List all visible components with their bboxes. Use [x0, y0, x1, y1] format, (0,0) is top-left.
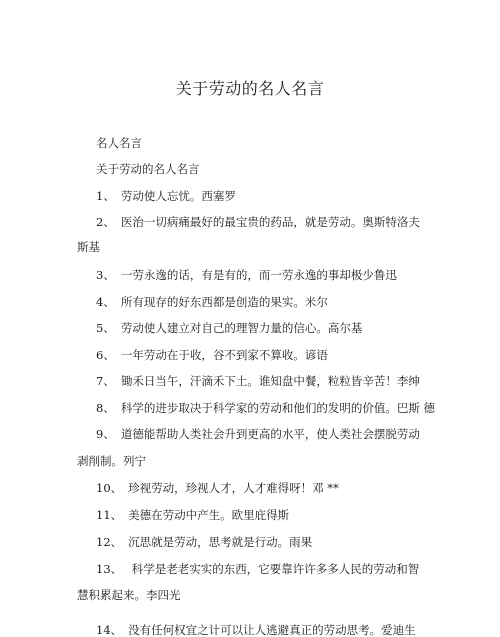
quote-item-11: [96, 508, 289, 522]
item-number: 10、: [96, 481, 123, 495]
quote-item-3: [96, 268, 397, 282]
subsection-heading: 关于劳动的名人名言: [96, 162, 200, 176]
item-number: 5、: [96, 321, 115, 335]
section-heading: 名人名言: [96, 136, 142, 150]
item-text: 一劳永逸的话，有是有的，而一劳永逸的事却极少鲁迅: [120, 268, 397, 282]
item-text: 锄禾日当午，汗滴禾下土。谁知盘中餐，粒粒皆辛苦！李绅: [120, 374, 420, 388]
quote-item-1: [96, 189, 236, 203]
quote-item-2-continuation: 斯基: [77, 240, 100, 254]
item-text: 医治一切病痛最好的最宝贵的药品，就是劳动。奥斯特洛夫: [120, 215, 420, 229]
quote-item-8: [96, 401, 435, 415]
quote-item-2: [96, 215, 420, 229]
quote-item-5: [96, 321, 362, 335]
quote-item-4: [96, 295, 328, 309]
item-number: 13、: [96, 562, 123, 576]
item-text: 科学是老老实实的东西，它要靠许许多多人民的劳动和智: [128, 562, 420, 576]
item-text: 美德在劳动中产生。欧里庇得斯: [128, 508, 290, 522]
item-text: 道德能帮助人类社会升到更高的水平，使人类社会摆脱劳动: [120, 427, 420, 441]
item-number: 7、: [96, 374, 115, 388]
quote-item-10: [96, 481, 339, 495]
item-number: 3、: [96, 268, 115, 282]
quote-item-13: [96, 562, 419, 576]
item-text: 珍视劳动，珍视人才，人才难得呀！邓 **: [128, 481, 339, 495]
quote-item-7: [96, 374, 420, 388]
item-number: 8、: [96, 401, 115, 415]
quote-item-6: [96, 348, 328, 362]
item-text: 劳动使人建立对自己的理智力量的信心。高尔基: [120, 321, 363, 335]
quote-item-12: [96, 535, 312, 549]
item-text: 没有任何权宜之计可以让人逃避真正的劳动思考。爱迪生: [128, 623, 416, 637]
quote-item-9-continuation: 剥削制。列宁: [77, 454, 146, 468]
item-number: 9、: [96, 427, 115, 441]
item-number: 1、: [96, 189, 115, 203]
document-title: 关于劳动的名人名言: [175, 79, 325, 98]
item-number: 12、: [96, 535, 123, 549]
item-number: 4、: [96, 295, 115, 309]
quote-item-9: [96, 427, 420, 441]
item-text: 劳动使人忘忧。西塞罗: [120, 189, 236, 203]
item-number: 2、: [96, 215, 115, 229]
item-text: 一年劳动在于收，谷不到家不算收。谚语: [120, 348, 328, 362]
quote-item-14: [96, 623, 416, 637]
quote-item-13-continuation: 慧积累起来。李四光: [77, 588, 181, 602]
item-text: 沉思就是劳动，思考就是行动。雨果: [128, 535, 313, 549]
item-number: 6、: [96, 348, 115, 362]
item-text: 科学的进步取决于科学家的劳动和他们的发明的价值。巴斯 德: [120, 401, 435, 415]
item-number: 14、: [96, 623, 123, 637]
item-text: 所有现存的好东西都是创造的果实。米尔: [120, 295, 328, 309]
item-number: 11、: [96, 508, 123, 522]
